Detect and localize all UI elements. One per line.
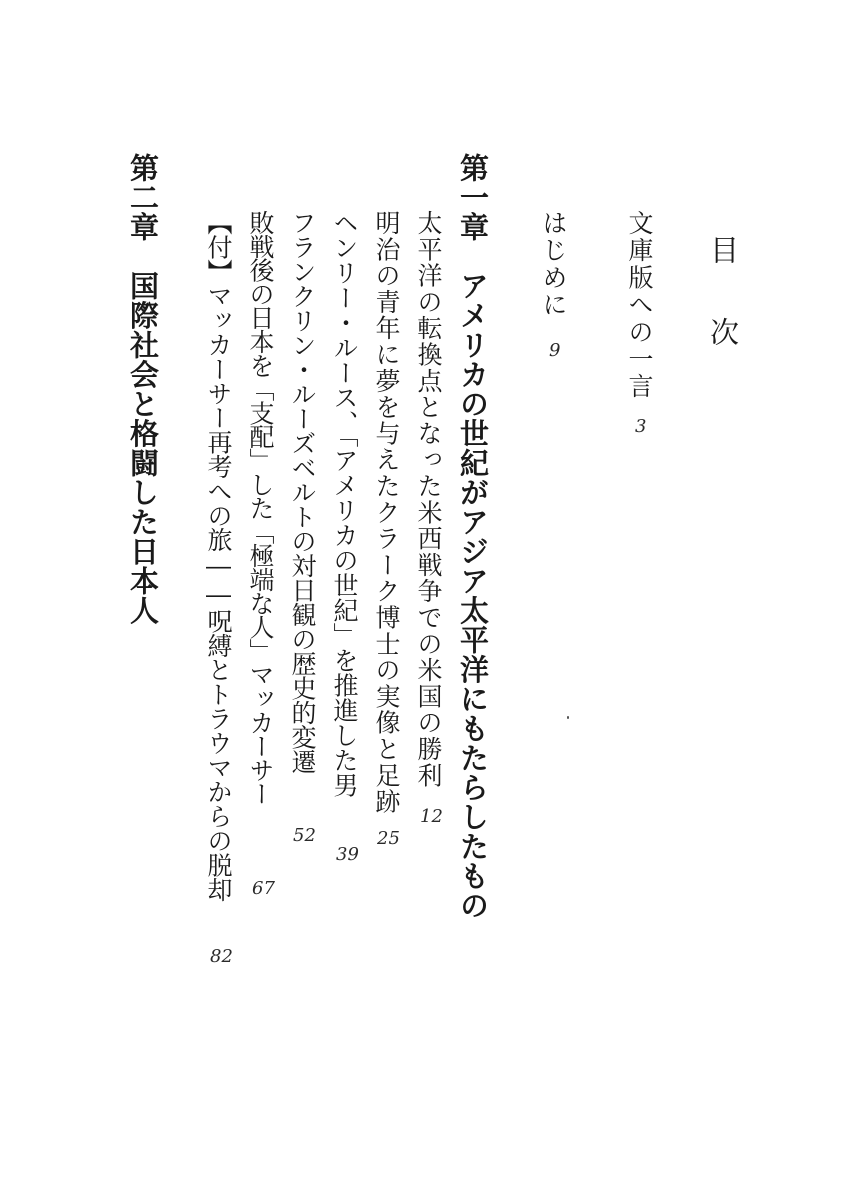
toc-entry-ch1-4[interactable]: フランクリン・ルーズベルトの対日観の歴史的変遷 (288, 210, 317, 774)
toc-page-hajimeni: 9 (549, 340, 561, 361)
toc-title-bottom: 次 (706, 317, 740, 346)
toc-entry-ch1-1[interactable]: 太平洋の転換点となった米西戦争での米国の勝利 (414, 210, 443, 789)
toc-page-ch1-6: 82 (210, 946, 233, 967)
toc-page-bunkoban: 3 (635, 416, 647, 437)
print-speck (567, 716, 569, 719)
toc-page-ch1-3: 39 (336, 844, 359, 865)
toc-title-top: 目 (706, 235, 740, 264)
chapter2-heading[interactable]: 第二章 国際社会と格闘した日本人 (126, 153, 160, 625)
toc-page-ch1-4: 52 (293, 825, 316, 846)
toc-entry-ch1-3[interactable]: ヘンリー・ルース、「アメリカの世紀」を推進した男 (330, 210, 359, 798)
toc-page-ch1-2: 25 (377, 828, 400, 849)
toc-entry-ch1-6[interactable]: 【付】マッカーサー再考への旅――呪縛とトラウマからの脱却 (204, 210, 233, 902)
toc-entry-bunkoban[interactable]: 文庫版への一言 (625, 210, 654, 401)
chapter1-heading[interactable]: 第一章 アメリカの世紀がアジア太平洋にもたらしたもの (456, 153, 490, 920)
toc-page-ch1-5: 67 (252, 878, 275, 899)
toc-entry-hajimeni[interactable]: はじめに (539, 210, 568, 319)
toc-page-ch1-1: 12 (420, 806, 443, 827)
toc-entry-ch1-5[interactable]: 敗戦後の日本を「支配」した「極端な人」マッカーサー (246, 210, 275, 806)
toc-entry-ch1-2[interactable]: 明治の青年に夢を与えたクラーク博士の実像と足跡 (372, 210, 401, 815)
